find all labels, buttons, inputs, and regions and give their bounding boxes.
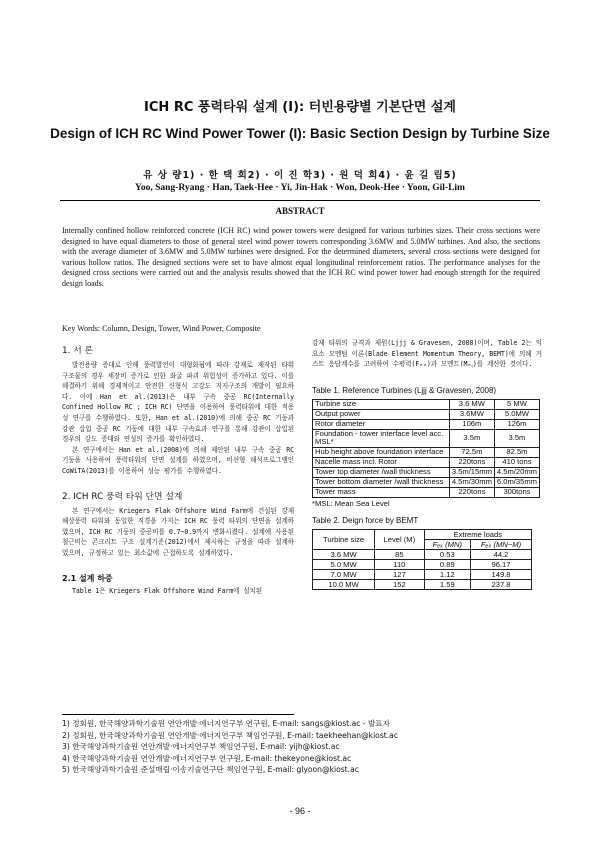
keywords: Key Words: Column, Design, Tower, Wind Power, Composite [62,324,261,333]
table-cell: Tower top diameter /wall thickness [313,467,450,477]
table-cell: 152 [375,579,424,589]
section-2-1-heading: 2.1 설계 하중 [62,573,113,583]
footnote: 4) 한국해양과학기술원 연안개발·에너지연구부 연구원, E-mail: thekeyone@kiost.ac [62,753,352,763]
table-row [313,579,532,589]
table-cell: Foundation - tower interface level acc. MSL* [313,429,450,447]
table-row [313,399,540,409]
table-cell: 44.2 [471,549,532,559]
table-cell: 6.0m/35mm [494,477,539,487]
right-paragraph: 강재 타워의 규격과 제원(Ljjj & Gravesen, 2008)이며, Table 2는 익요소 모멘텀 이론(Blade Element Momentum Theory, BEMT)에 의해 거스트 응답계수를 고려하여 수평력(Fₑₓ)과 모멘트(Mₑᵧ)를 계산한 것이다. [312,339,542,369]
table-cell: 5.0 MW [313,559,375,569]
table-row [313,559,532,569]
footnote: 5) 한국해양과학기술원 준설매립·이송기술연구단 책임연구원, E-mail: glyoon@kiost.ac [62,765,359,775]
table-cell: 1.59 [424,579,470,589]
table-cell: 7.0 MW [313,569,375,579]
abstract-heading: ABSTRACT [275,206,325,216]
table-header-cell: Turbine size [313,399,450,409]
table-1-caption: Table 1. Reference Turbines (Ljjj & Gravesen, 2008) [312,385,497,395]
authors-english: Yoo, Sang-Ryang · Han, Taek-Hee · Yi, Jin-Hak · Won, Deok-Hee · Yoon, Gil-Lim [135,183,465,193]
table-cell: 106m [449,419,494,429]
table-cell: 72.5m [449,447,494,457]
section-1-paragraph-2: 본 연구에서는 Han et al.(2008)에 의해 제안된 내부 구속 중공 RC 기둥을 사용하여 풍력타워의 단면 설계를 하였으며, 비선형 해석프로그램인 CoWiTA(2013)를 이용하여 성능 평가를 수행하였다. [62,445,294,475]
table-cell: 1.12 [424,569,470,579]
table-row [313,569,532,579]
table-header-cell: Turbine size [313,529,375,549]
table-cell: 126m [494,419,539,429]
table-row [313,409,540,419]
table-cell: 3.5m/15mm [449,467,494,477]
table-cell: 149.8 [471,569,532,579]
right-column [312,338,542,590]
table-cell: 82.5m [494,447,539,457]
footnotes [62,718,542,776]
table-1 [312,399,540,498]
left-column [62,343,294,596]
table-cell: Rotor diameter [313,419,450,429]
table-cell: 300tons [494,487,539,497]
header-rule [60,200,540,201]
table-cell: Output power [313,409,450,419]
table-cell: 220tons [449,487,494,497]
table-header-cell: 3.6 MW [449,399,494,409]
table-cell: 0.53 [424,549,470,559]
table-cell: Tower mass [313,487,450,497]
section-1-paragraph-1: 발전용량 증대로 인해 풍력발전이 대형화됨에 따라 강재로 제작된 타워 구조물의 경우 세장비 증가로 인한 좌굴 파괴 위험성이 증가하고 있다. 이를 해결하기 위해 경제적이고 안전한 신형식 고강도 지지구조의 개발이 필요하다. 이에 Han et al.(2013)은 내부 구속 중공 RC(Internally Confined Hollow RC ; ICH RC) 단면을 이용하여 풍력타워에 대한 적용성 연구를 수행하였다. 또한, Han et al.(2010)에 의해 중공 RC 기둥과 강관 삽입 중공 RC 기둥에 대한 내부 구속효과 연구를 통해 강관이 삽입된 경우의 강도 증대와 연성의 증가를 확인하였다. [62,361,294,444]
page-number: - 96 - [289,806,311,816]
footnote: 2) 정회원, 한국해양과학기술원 연안개발·에너지연구부 책임연구원, E-mail: taekheehan@kiost.ac [62,730,399,740]
table-row [313,447,540,457]
section-1-heading: 1. 서 론 [62,346,93,356]
table-cell: 127 [375,569,424,579]
table-header-cell: Fₑₓ (MN) [424,539,470,549]
table-cell: 3.5m [494,429,539,447]
authors-korean: 유 상 량1) · 한 택 희2) · 이 진 학3) · 원 덕 희4) · 윤 길 림5) [143,170,457,181]
table-cell: 85 [375,549,424,559]
title-english: Design of ICH RC Wind Power Tower (I): Basic Section Design by Turbine Size [50,126,550,141]
section-2-heading: 2. ICH RC 풍력 타워 단면 설계 [62,491,183,502]
table-row [313,529,532,539]
table-row [313,549,532,559]
table-cell: 10.0 MW [313,579,375,589]
table-cell: 96.17 [471,559,532,569]
table-cell: 237.8 [471,579,532,589]
table-2 [312,529,532,590]
table-2-caption: Table 2. Deign force by BEMT [312,515,419,525]
table-cell: 0.89 [424,559,470,569]
table-header-cell: Extreme loads [424,529,531,539]
table-cell: 3.6 MW [313,549,375,559]
table-cell: 3.6MW [449,409,494,419]
footnote: 1) 정회원, 한국해양과학기술원 연안개발·에너지연구부 연구원, E-mail: sangs@kiost.ac - 발표자 [62,719,390,728]
table-cell: Nacelle mass incl. Rotor [313,457,450,467]
table-row [313,457,540,467]
table-1-note: *MSL: Mean Sea Level [312,498,390,508]
table-header-cell: Level (M) [375,529,424,549]
table-row [313,477,540,487]
table-cell: 4.5m/20mm [494,467,539,477]
title-korean: ICH RC 풍력타워 설계 (I): 터빈용량별 기본단면 설계 [144,100,456,115]
table-cell: 3.5m [449,429,494,447]
section-2-paragraph-1: 본 연구에서는 Kriegers Flak Offshore Wind Farm에 건설된 강재 해상풍력 타워와 동일한 직경을 가지는 ICH RC 풍력 타워의 단면을 설계하였으며, ICH RC 기둥의 중공비를 0.7~0.9까지 변화시켰다. 설계에 사용된 철근비는 콘크리트 구조 설계기준(2012)에서 제시하는 규정을 따라 설계하였으며, 규정하고 있는 최소값에 근접하도록 설계하였다. [62,506,294,557]
table-cell: 220tons [449,457,494,467]
section-2-1-paragraph: Table 1은 Kriegers Flak Offshore Wind Farm에 설치된 [72,586,263,595]
footnote: 3) 한국해양과학기술원 연안개발·에너지연구부 책임연구원, E-mail: yijh@kiost.ac [62,742,340,752]
table-cell: 5.0MW [494,409,539,419]
table-cell: 110 [375,559,424,569]
table-row [313,419,540,429]
table-row [313,487,540,497]
table-row [313,467,540,477]
table-cell: Hub height above foundation interface [313,447,450,457]
table-cell: 4.5m/30mm [449,477,494,487]
footnote-rule [62,714,294,715]
table-row [313,429,540,447]
table-cell: Tower bottom diameter /wall thickness [313,477,450,487]
table-header-cell: 5 MW [494,399,539,409]
table-cell: 410 tons [494,457,539,467]
abstract-text: Internally confined hollow reinforced concrete (ICH RC) wind power towers were designed for various turbines sizes. Their cross sections were designed to have equal diameters to those of general steel wind power towers corresponding 3.6MW and 5.0MW turbines. And also, the sections with the average diameter of 3.6MW and 5.0MW turbines were designed. For the determined diameters, several cross sections were designed for various hollow ratios. The designed sections were set to have almost equal longitudinal reinforcement ratios. The performance analyses for the designed cross sections were carried out and the analysis results showed that the ICH RC wind power tower had enough strength for the required design loads. [62,226,540,288]
table-header-cell: Fₑₓ (MN−M) [471,539,532,549]
